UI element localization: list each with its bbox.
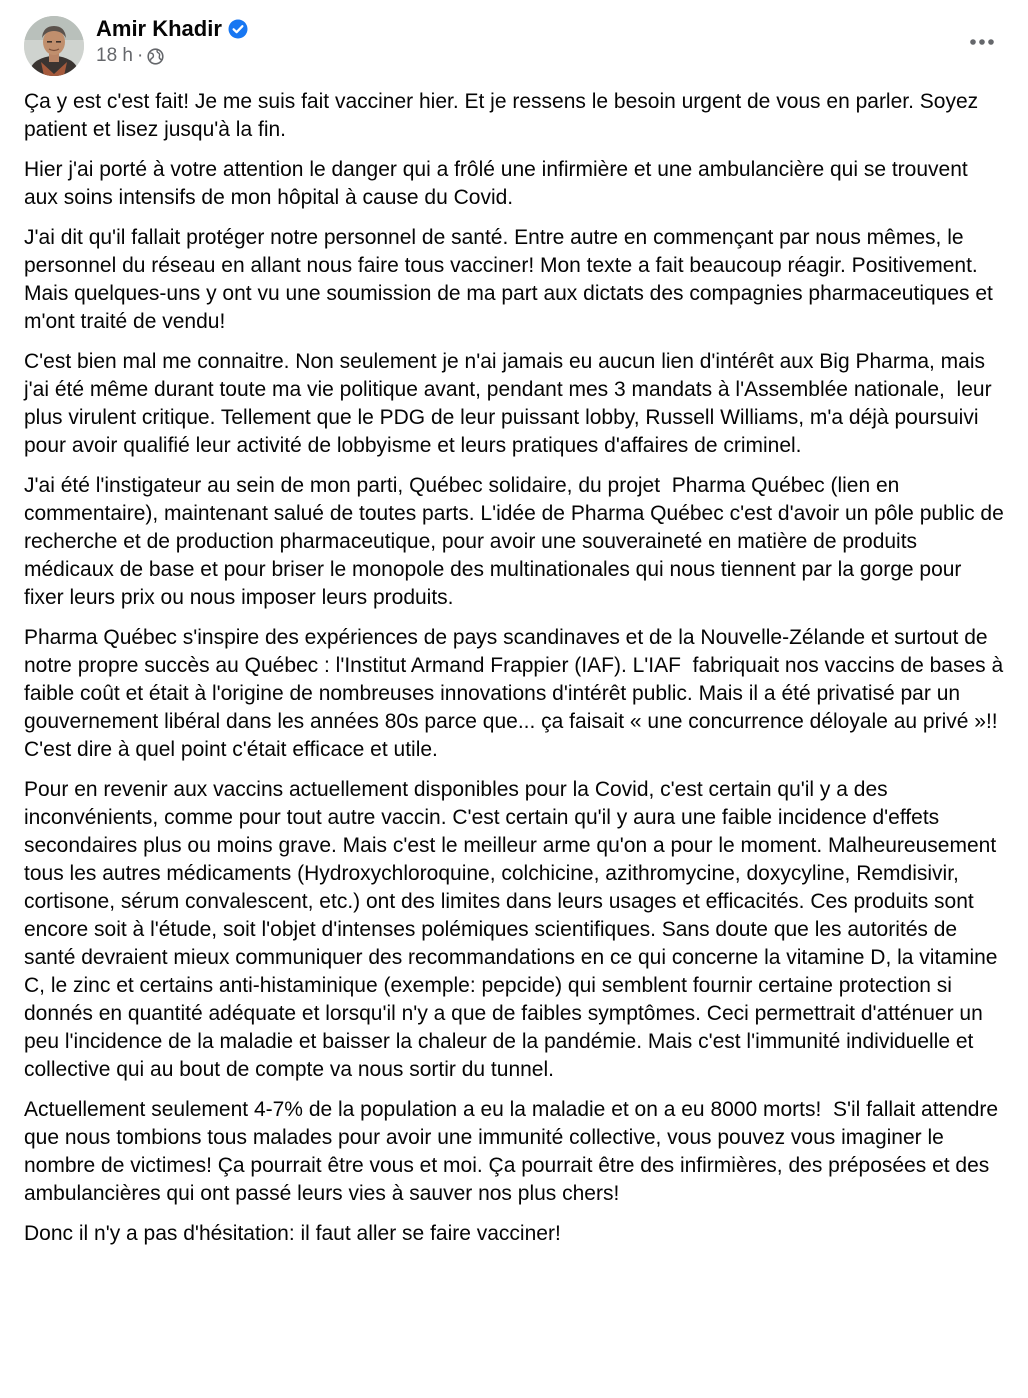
post-paragraph: Ça y est c'est fait! Je me suis fait vacciner hier. Et je ressens le besoin urgent de vous en parler. Soyez patient et lisez jusqu'à la fin. [24,90,984,141]
more-options-button[interactable] [962,28,1002,56]
post-paragraph: Donc il n'y a pas d'hésitation: il faut aller se faire vacciner! [24,1222,561,1245]
post-paragraph: C'est bien mal me connaitre. Non seulement je n'ai jamais eu aucun lien d'intérêt aux Big Pharma, mais j'ai été même durant toute ma vie politique avant, pendant mes 3 mandats à l'Assemblée nationale, leur plus virulent critique. Tellement que le PDG de leur puissant lobby, Russell Williams, m'a déjà poursuivi pour avoir qualifié leur activité de lobbyisme et leurs pratiques d'affaires de criminel. [24,350,998,457]
post-paragraph: J'ai été l'instigateur au sein de mon parti, Québec solidaire, du projet Pharma Québec (lien en commentaire), maintenant salué de toutes parts. L'idée de Pharma Québec c'est d'avoir un pôle public de recherche et de production pharmaceutique, pour avoir une souveraineté en matière de produits médicaux de base et pour briser le monopole des multinationales qui nous tiennent par la gorge pour fixer leurs prix ou nous imposer leurs produits. [24,474,1010,609]
verified-badge-icon [228,19,248,39]
post-paragraph: J'ai dit qu'il fallait protéger notre personnel de santé. Entre autre en commençant par nous mêmes, le personnel du réseau en allant nous faire tous vacciner! Mon texte a fait beaucoup réagir. Positivement. Mais quelques-uns y ont vu une soumission de ma part aux dictats des compagnies pharmaceutiques et m'ont traité de vendu! [24,226,999,333]
post-paragraph: Actuellement seulement 4-7% de la population a eu la maladie et on a eu 8000 morts! S'il fallait attendre que nous tombions tous malades pour avoir une immunité collective, vous pouvez vous imaginer le nombre de victimes! Ça pourrait être vous et moi. Ça pourrait être des infirmières, des préposées et des ambulancières qui ont passé leurs vies à sauver nos plus chers! [24,1098,1004,1205]
more-options-icon [969,38,995,46]
post-meta [96,45,248,67]
post-timestamp[interactable]: 18 h [96,45,133,66]
globe-icon[interactable] [147,48,164,65]
post-header [24,14,1004,76]
post-paragraph: Pour en revenir aux vaccins actuellement disponibles pour la Covid, c'est certain qu'il y a des inconvénients, comme pour tout autre vaccin. C'est certain qu'il y aura une faible incidence d'effets secondaires plus ou moins grave. Mais c'est le meilleur arme qu'on a pour le moment. Malheureusement tous les autres médicaments (Hydroxychloroquine, colchicine, azithromycine, doxycyline, Remdisivir, cortisone, sérum convalescent, etc.) ont des limites dans leurs usages et efficacités. Ces produits sont encore soit à l'étude, soit l'objet d'intenses polémiques scientifiques. Sans doute que les autorités de santé devraient mieux communiquer des recommandations en ce qui concerne la vitamine D, la vitamine C, le zinc et certains anti-histaminique (exemple: pepcide) qui semblent fournir certaine protection si donnés en quantité adéquate et lorsqu'il n'y a que de faibles symptômes. Ceci permettrait d'atténuer un peu l'incidence de la maladie et baisser la chaleur de la pandémie. Mais c'est l'immunité individuelle et collective qui au bout de compte va nous sortir du tunnel. [24,778,1004,1081]
profile-photo [24,16,84,76]
post-paragraph: Hier j'ai porté à votre attention le danger qui a frôlé une infirmière et une ambulancière qui se trouvent aux soins intensifs de mon hôpital à cause du Covid. [24,158,974,209]
author-name[interactable]: Amir Khadir [96,16,222,41]
post-paragraph: Pharma Québec s'inspire des expériences de pays scandinaves et de la Nouvelle-Zélande et surtout de notre propre succès au Québec : l'Institut Armand Frappier (IAF). L'IAF fabriquait nos vaccins de bases à faible coût et était à l'origine de nombreuses innovations d'intérêt public. Mais il a été privatisé par un gouvernement libéral dans les années 80s parce que... ça faisait « une concurrence déloyale au privé »!! C'est dire à quel point c'était efficace et utile. [24,626,1009,761]
meta-separator: · [136,45,144,66]
post-body [24,88,1010,1260]
author-row [96,14,248,44]
author-block [96,14,248,67]
author-avatar[interactable] [24,16,84,76]
